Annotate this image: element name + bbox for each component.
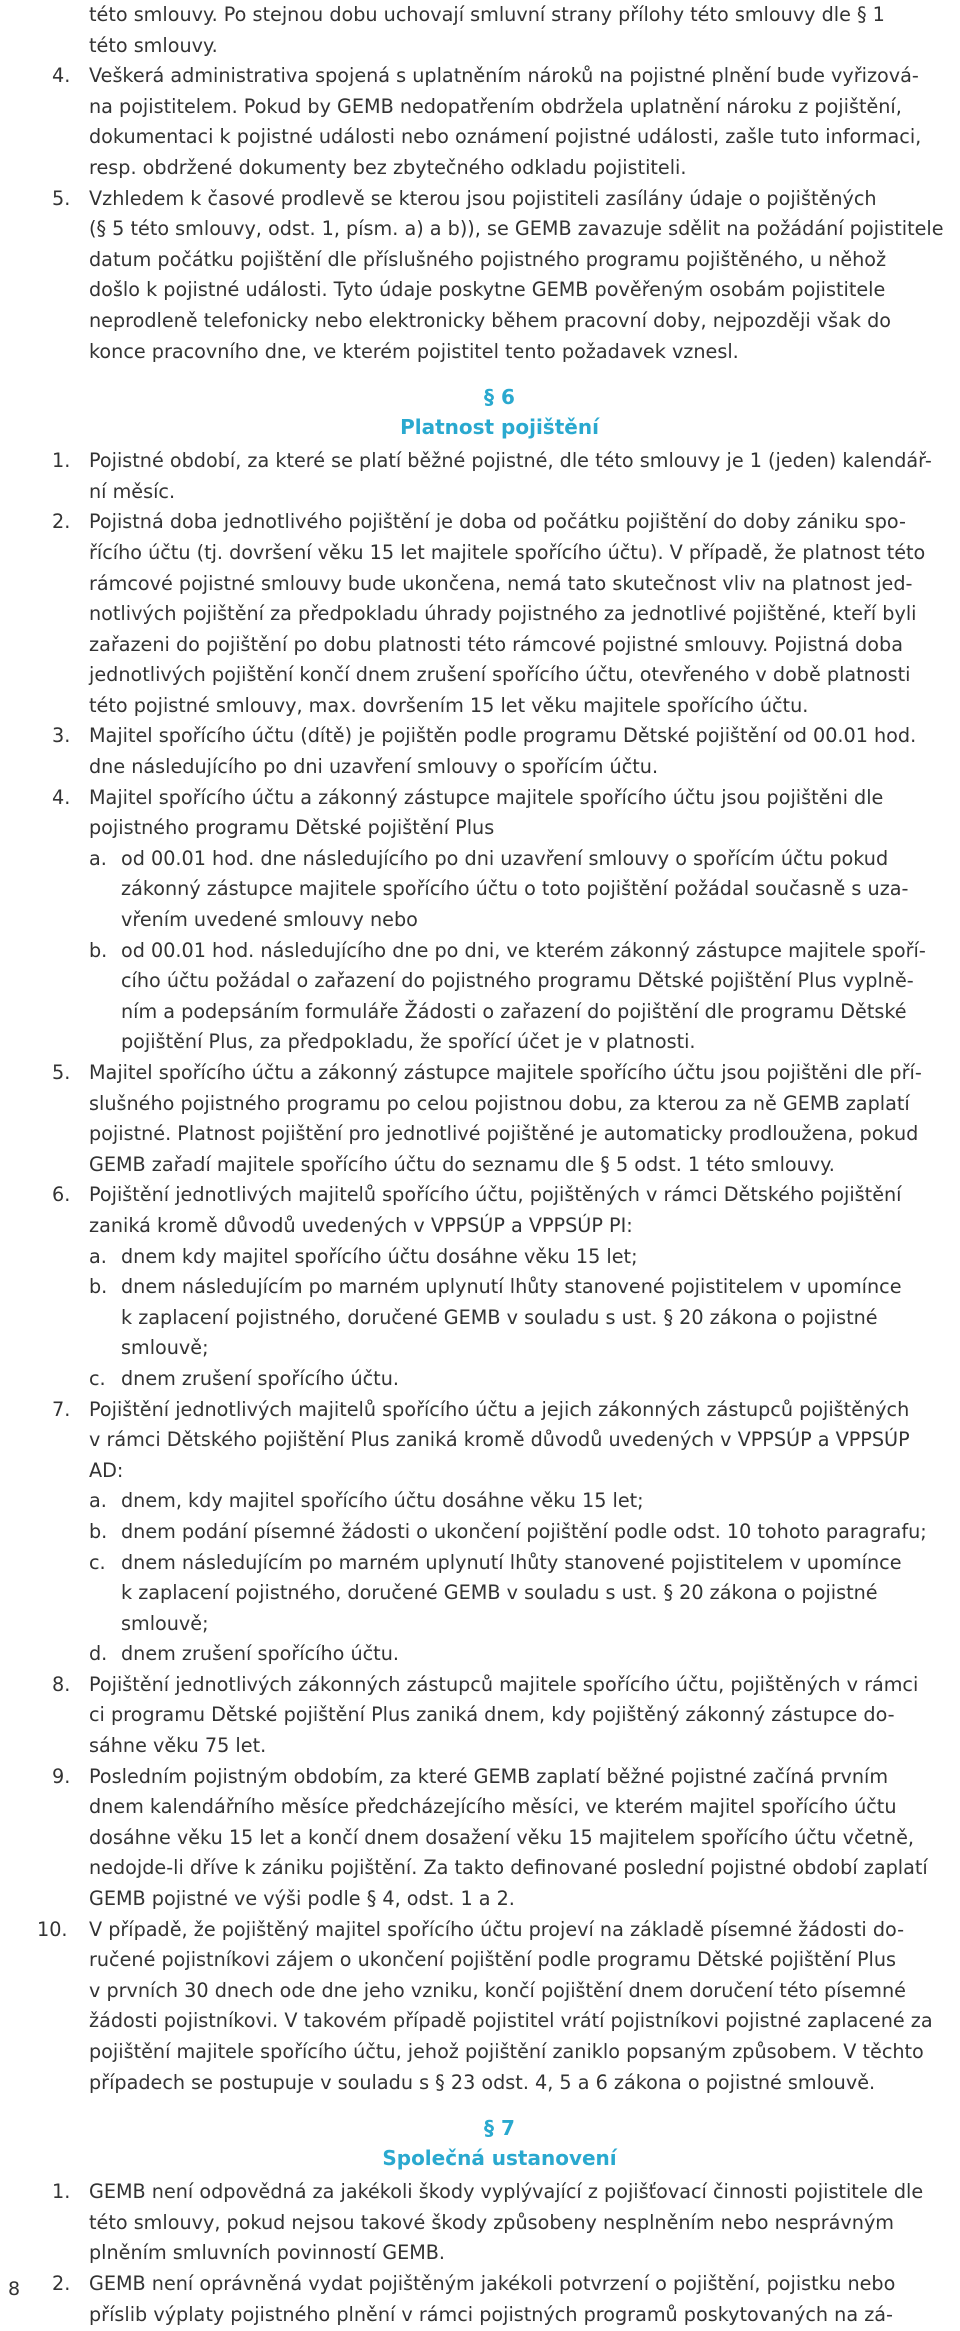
text-line: na pojistitelem. Pokud by GEMB nedopatřením obdržela uplatnění nároku z pojištění, bbox=[89, 94, 902, 118]
sub-item bbox=[89, 1639, 947, 1670]
text-line: Pojištění jednotlivých majitelů spořícího účtu, pojištěných v rámci Dětského pojištění bbox=[89, 1183, 902, 1207]
text-line: od 00.01 hod. následujícího dne po dni, ve kterém zákonný zástupce majitele spoří- bbox=[121, 938, 926, 962]
sub-item bbox=[89, 1272, 947, 1364]
text-line: cího účtu požádal o zařazení do pojistného programu Dětské pojištění Plus vyplně- bbox=[121, 969, 914, 993]
item-text bbox=[89, 184, 947, 368]
item-text bbox=[89, 783, 947, 1058]
text-line: smlouvě; bbox=[121, 1611, 209, 1635]
item-number: 5. bbox=[52, 1061, 71, 1084]
item-text bbox=[89, 2269, 947, 2330]
item-text bbox=[89, 1762, 947, 1915]
text-line: v rámci Dětského pojištění Plus zaniká kromě důvodů uvedených v VPPSÚP a VPPSÚP bbox=[89, 1428, 910, 1452]
text-line: této smlouvy, pokud nejsou takové škody způsobeny nesplněním nebo nesprávným bbox=[89, 2210, 894, 2234]
item-text bbox=[89, 1180, 947, 1394]
text-line: dokumentaci k pojistné události nebo oznámení pojistné události, zašle tuto informaci, bbox=[89, 125, 922, 149]
text-line: (§ 5 této smlouvy, odst. 1, písm. a) a b)), se GEMB zavazuje sdělit na požádání pojistitele bbox=[89, 217, 944, 241]
text-line: dnem podání písemné žádosti o ukončení pojištění podle odst. 10 tohoto paragrafu; bbox=[121, 1519, 927, 1543]
list-item bbox=[52, 2177, 947, 2269]
sub-item-text bbox=[121, 1272, 947, 1364]
sub-item-label: b. bbox=[89, 1275, 108, 1299]
document-page bbox=[37, 0, 947, 2330]
item-number: 10. bbox=[37, 1917, 68, 1941]
list-item bbox=[52, 184, 947, 368]
item-text bbox=[89, 2177, 947, 2269]
item-text bbox=[89, 1395, 947, 1670]
item-number: 6. bbox=[52, 1183, 71, 1207]
text-line: případech se postupuje v souladu s § 23 odst. 4, 5 a 6 zákona o pojistné smlouvě. bbox=[89, 2070, 876, 2094]
section-6-title: Platnost pojištění bbox=[400, 415, 599, 440]
text-line: V případě, že pojištěný majitel spořícího účtu projeví na základě písemné žádosti do- bbox=[89, 1917, 905, 1941]
intro-line: této smlouvy. bbox=[89, 33, 218, 57]
text-line: smlouvě; bbox=[121, 1336, 209, 1360]
intro-text bbox=[52, 0, 947, 61]
list-item bbox=[52, 1670, 947, 1762]
item-text bbox=[89, 61, 947, 183]
text-line: této pojistné smlouvy, max. dovršením 15 let věku majitele spořícího účtu. bbox=[89, 693, 809, 717]
sub-item bbox=[89, 844, 947, 936]
sub-item-label: b. bbox=[89, 1519, 108, 1543]
text-line: Majitel spořícího účtu (dítě) je pojištěn podle programu Dětské pojištění od 00.01 hod. bbox=[89, 724, 917, 748]
text-line: dosáhne věku 15 let a končí dnem dosažení věku 15 majitelem spořícího účtu včetně, bbox=[89, 1825, 914, 1849]
text-line: dnem následujícím po marném uplynutí lhůty stanovené pojistitelem v upomínce bbox=[121, 1550, 902, 1574]
item-number: 7. bbox=[52, 1397, 71, 1421]
text-line: ním a podepsáním formuláře Žádosti o zařazení do pojištění dle programu Dětské bbox=[121, 999, 907, 1023]
text-line: Veškerá administrativa spojená s uplatněním nároků na pojistné plnění bude vyřizová- bbox=[89, 64, 919, 88]
item-text bbox=[89, 1915, 947, 2099]
list-item bbox=[52, 783, 947, 1058]
text-line: Pojištění jednotlivých majitelů spořícího účtu a jejich zákonných zástupců pojištěných bbox=[89, 1397, 910, 1421]
item-number: 4. bbox=[52, 64, 71, 88]
item-number: 9. bbox=[52, 1764, 71, 1788]
sub-item bbox=[89, 1486, 947, 1517]
text-line: konce pracovního dne, ve kterém pojistitel tento požadavek vznesl. bbox=[89, 339, 739, 363]
list-item bbox=[52, 446, 947, 507]
page-number: 8 bbox=[8, 2278, 21, 2300]
intro-line: této smlouvy. Po stejnou dobu uchovají smluvní strany přílohy této smlouvy dle § 1 bbox=[89, 3, 885, 26]
sub-item-text bbox=[121, 1486, 947, 1517]
text-line: Pojištění jednotlivých zákonných zástupců majitele spořícího účtu, pojištěných v rámci bbox=[89, 1672, 919, 1696]
text-line: GEMB zařadí majitele spořícího účtu do seznamu dle § 5 odst. 1 této smlouvy. bbox=[89, 1152, 835, 1176]
text-line: došlo k pojistné události. Tyto údaje poskytne GEMB pověřeným osobám pojistitele bbox=[89, 278, 886, 302]
section-6-heading bbox=[52, 382, 947, 442]
sub-item-text bbox=[121, 1548, 947, 1640]
sub-item-label: a. bbox=[89, 1489, 107, 1513]
text-line: pojištění majitele spořícího účtu, jehož pojištění zaniklo popsaným způsobem. V těchto bbox=[89, 2040, 924, 2063]
text-line: neprodleně telefonicky nebo elektronicky během pracovní doby, nejpozději však do bbox=[89, 308, 892, 332]
section-7-symbol: § 7 bbox=[484, 2116, 515, 2141]
text-line: pojistné. Platnost pojištění pro jednotlivé pojištěné je automaticky prodloužena, pokud bbox=[89, 1122, 919, 1146]
sub-item-text bbox=[121, 1639, 947, 1670]
list-item bbox=[52, 61, 947, 183]
text-line: od 00.01 hod. dne následujícího po dni uzavření smlouvy o spořícím účtu pokud bbox=[121, 846, 889, 870]
section-5-items bbox=[52, 61, 947, 367]
sub-item-text bbox=[121, 844, 947, 936]
sub-item bbox=[89, 1364, 947, 1395]
text-line: ci programu Dětské pojištění Plus zaniká dnem, kdy pojištěný zákonný zástupce do- bbox=[89, 1703, 895, 1727]
text-line: k zaplacení pojistného, doručené GEMB v souladu s ust. § 20 zákona o pojistné bbox=[121, 1305, 878, 1329]
list-item bbox=[52, 1180, 947, 1394]
text-line: Majitel spořícího účtu a zákonný zástupce majitele spořícího účtu jsou pojištěni dle pří- bbox=[89, 1061, 922, 1084]
item-text bbox=[89, 446, 947, 507]
item-number: 1. bbox=[52, 449, 71, 473]
sub-item-text bbox=[121, 1242, 947, 1273]
section-7-heading bbox=[52, 2113, 947, 2173]
text-line: vřením uvedené smlouvy nebo bbox=[121, 908, 418, 932]
sub-item-text bbox=[121, 936, 947, 1058]
sub-item-label: b. bbox=[89, 938, 108, 962]
text-line: dnem, kdy majitel spořícího účtu dosáhne věku 15 let; bbox=[121, 1489, 644, 1513]
text-line: příslib výplaty pojistného plnění v rámci pojistných programů poskytovaných na zá- bbox=[89, 2302, 893, 2326]
item-text bbox=[89, 1670, 947, 1762]
section-7-items bbox=[52, 2177, 947, 2330]
section-6-symbol: § 6 bbox=[484, 385, 515, 410]
text-line: GEMB není oprávněná vydat pojištěným jakékoli potvrzení o pojištění, pojistku nebo bbox=[89, 2271, 896, 2295]
sub-item bbox=[89, 1517, 947, 1548]
text-line: Posledním pojistným obdobím, za které GEMB zaplatí běžné pojistné začíná prvním bbox=[89, 1764, 889, 1788]
text-line: pojistného programu Dětské pojištění Plus bbox=[89, 816, 495, 840]
sub-item-label: a. bbox=[89, 846, 107, 870]
item-text bbox=[89, 721, 947, 782]
sub-item-label: c. bbox=[89, 1550, 106, 1574]
sub-item-label: d. bbox=[89, 1642, 108, 1666]
item-number: 1. bbox=[52, 2180, 71, 2204]
item-number: 2. bbox=[52, 2271, 71, 2295]
text-line: resp. obdržené dokumenty bez zbytečného odkladu pojistiteli. bbox=[89, 155, 687, 179]
item-number: 8. bbox=[52, 1672, 71, 1696]
section-7-title: Společná ustanovení bbox=[382, 2146, 617, 2171]
item-number: 2. bbox=[52, 510, 71, 534]
text-line: GEMB pojistné ve výši podle § 4, odst. 1 a 2. bbox=[89, 1887, 515, 1911]
text-line: zaniká kromě důvodů uvedených v VPPSÚP a VPPSÚP PI: bbox=[89, 1213, 633, 1237]
list-item bbox=[37, 1915, 947, 2099]
text-line: k zaplacení pojistného, doručené GEMB v souladu s ust. § 20 zákona o pojistné bbox=[121, 1581, 878, 1605]
list-item bbox=[52, 1395, 947, 1670]
text-line: jednotlivých pojištění končí dnem zrušení spořícího účtu, otevřeného v době platnosti bbox=[89, 663, 911, 687]
list-item bbox=[52, 507, 947, 721]
sub-item bbox=[89, 1548, 947, 1640]
text-line: ručené pojistníkovi zájem o ukončení pojištění podle programu Dětské pojištění Plus bbox=[89, 1948, 897, 1972]
item-text bbox=[89, 507, 947, 721]
list-item bbox=[52, 1058, 947, 1180]
text-line: dnem následujícím po marném uplynutí lhůty stanovené pojistitelem v upomínce bbox=[121, 1275, 902, 1299]
text-line: žádosti pojistníkovi. V takovém případě pojistitel vrátí pojistníkovi pojistné zaplacené za bbox=[89, 2009, 933, 2033]
text-line: Pojistné období, za které se platí běžné pojistné, dle této smlouvy je 1 (jeden) kalendář- bbox=[89, 449, 932, 473]
text-line: ní měsíc. bbox=[89, 479, 176, 503]
text-line: slušného pojistného programu po celou pojistnou dobu, za kterou za ně GEMB zaplatí bbox=[89, 1091, 910, 1115]
text-line: dnem kalendářního měsíce předcházejícího měsíci, ve kterém majitel spořícího účtu bbox=[89, 1795, 897, 1819]
section-6-items bbox=[37, 446, 947, 2098]
item-number: 4. bbox=[52, 785, 71, 809]
text-line: AD: bbox=[89, 1458, 124, 1482]
text-line: sáhne věku 75 let. bbox=[89, 1734, 267, 1758]
item-number: 5. bbox=[52, 186, 71, 210]
list-item bbox=[52, 1762, 947, 1915]
text-line: zařazeni do pojištění po dobu platnosti této rámcové pojistné smlouvy. Pojistná doba bbox=[89, 632, 903, 656]
text-line: dnem zrušení spořícího účtu. bbox=[121, 1366, 399, 1390]
text-line: dne následujícího po dni uzavření smlouvy o spořícím účtu. bbox=[89, 755, 659, 779]
item-text bbox=[89, 1058, 947, 1180]
text-line: zákonný zástupce majitele spořícího účtu o toto pojištění požádal současně s uza- bbox=[121, 877, 909, 901]
sub-item-label: c. bbox=[89, 1366, 106, 1390]
text-line: GEMB není odpovědná za jakékoli škody vyplývající z pojišťovací činnosti pojistitele dle bbox=[89, 2180, 924, 2204]
text-line: dnem zrušení spořícího účtu. bbox=[121, 1642, 399, 1666]
list-item bbox=[52, 721, 947, 782]
sub-item-text bbox=[121, 1517, 947, 1548]
text-line: řícího účtu (tj. dovršení věku 15 let majitele spořícího účtu). V případě, že platnost této bbox=[89, 540, 926, 564]
sub-item bbox=[89, 936, 947, 1058]
text-line: dnem kdy majitel spořícího účtu dosáhne věku 15 let; bbox=[121, 1244, 638, 1268]
text-line: Pojistná doba jednotlivého pojištění je doba od počátku pojištění do doby zániku spo- bbox=[89, 510, 906, 534]
item-number: 3. bbox=[52, 724, 71, 748]
text-line: pojištění Plus, za předpokladu, že spořící účet je v platnosti. bbox=[121, 1030, 696, 1054]
sub-item-text bbox=[121, 1364, 947, 1395]
text-line: plněním smluvních povinností GEMB. bbox=[89, 2241, 446, 2265]
text-line: nedojde-li dříve k zániku pojištění. Za takto definované poslední pojistné období zaplatí bbox=[89, 1856, 928, 1880]
text-line: Vzhledem k časové prodlevě se kterou jsou pojistiteli zasílány údaje o pojištěných bbox=[89, 186, 877, 210]
text-line: v prvních 30 dnech ode dne jeho vzniku, končí pojištění dnem doručení této písemné bbox=[89, 1978, 906, 2002]
text-line: datum počátku pojištění dle příslušného pojistného programu pojištěného, u něhož bbox=[89, 247, 887, 271]
text-line: notlivých pojištění za předpokladu úhrady pojistného za jednotlivé pojištěné, kteří byli bbox=[89, 602, 917, 626]
list-item bbox=[52, 2269, 947, 2330]
sub-item bbox=[89, 1242, 947, 1273]
text-line: rámcové pojistné smlouvy bude ukončena, nemá tato skutečnost vliv na platnost jed- bbox=[89, 571, 913, 595]
text-line: Majitel spořícího účtu a zákonný zástupce majitele spořícího účtu jsou pojištěni dle bbox=[89, 785, 884, 809]
sub-item-label: a. bbox=[89, 1244, 107, 1268]
